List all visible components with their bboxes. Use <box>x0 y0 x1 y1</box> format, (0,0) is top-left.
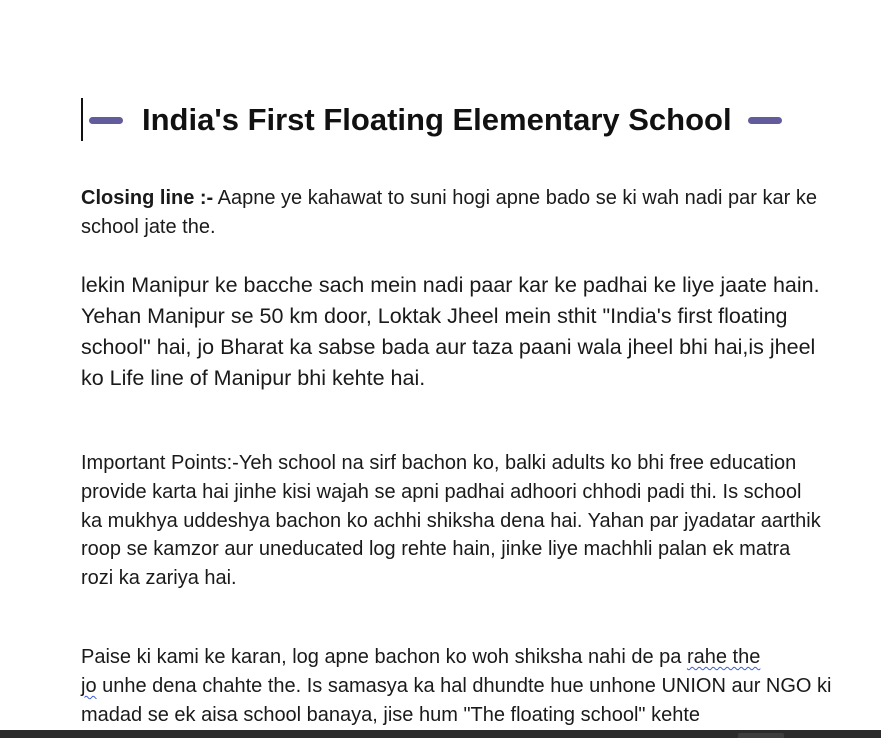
spellcheck-word[interactable]: rahe the <box>686 646 761 668</box>
paragraph-closing-line[interactable] <box>81 184 833 242</box>
paragraph-floating-school[interactable] <box>81 643 833 730</box>
paragraph-manipur[interactable]: lekin Manipur ke bacche sach mein nadi paar kar ke padhai ke liye jaate hain. Yehan Manipur se 50 km door, Loktak Jheel mein sthit "India's first floating school" hai, jo Bharat ka sabse bada aur taza paani wala jheel bhi hai,is jheel ko Life line of Manipur bhi kehte hai. <box>81 273 820 390</box>
closing-line-text: Aapne ye kahawat to suni hogi apne bado se ki wah nadi par kar ke school jate the. <box>81 187 817 238</box>
paragraph-important-points[interactable]: Important Points:-Yeh school na sirf bachon ko, balki adults ko bhi free education provide karta hai jinhe kisi wajah se apni padhai adhoori chhodi padi thi. Is school ka mukhya uddeshya bachon ko achhi shiksha dena hai. Yahan par jyadatar aarthik roop se kamzor aur uneducated log rehte hain, jinke liye machhli palan ek matra rozi ka zariya hai. <box>81 452 821 590</box>
paragraph-text: Paise ki kami ke karan, log apne bachon ko woh shiksha nahi de pa <box>81 646 687 668</box>
spellcheck-word[interactable]: jo <box>81 675 97 697</box>
title-dash-left <box>89 117 123 124</box>
toolbar-handle[interactable] <box>738 733 784 738</box>
paragraph-text: unhe dena chahte the. Is samasya ka hal dhundte hue unhone UNION aur NGO ki madad se ek aisa school banaya, jise hum "The floating school" kehte <box>81 675 832 726</box>
text-cursor <box>81 98 83 141</box>
document-title[interactable]: India's First Floating Elementary School <box>142 102 732 137</box>
closing-line-label: Closing line :- <box>81 187 214 209</box>
title-dash-right <box>748 117 782 124</box>
title-block <box>81 98 841 142</box>
